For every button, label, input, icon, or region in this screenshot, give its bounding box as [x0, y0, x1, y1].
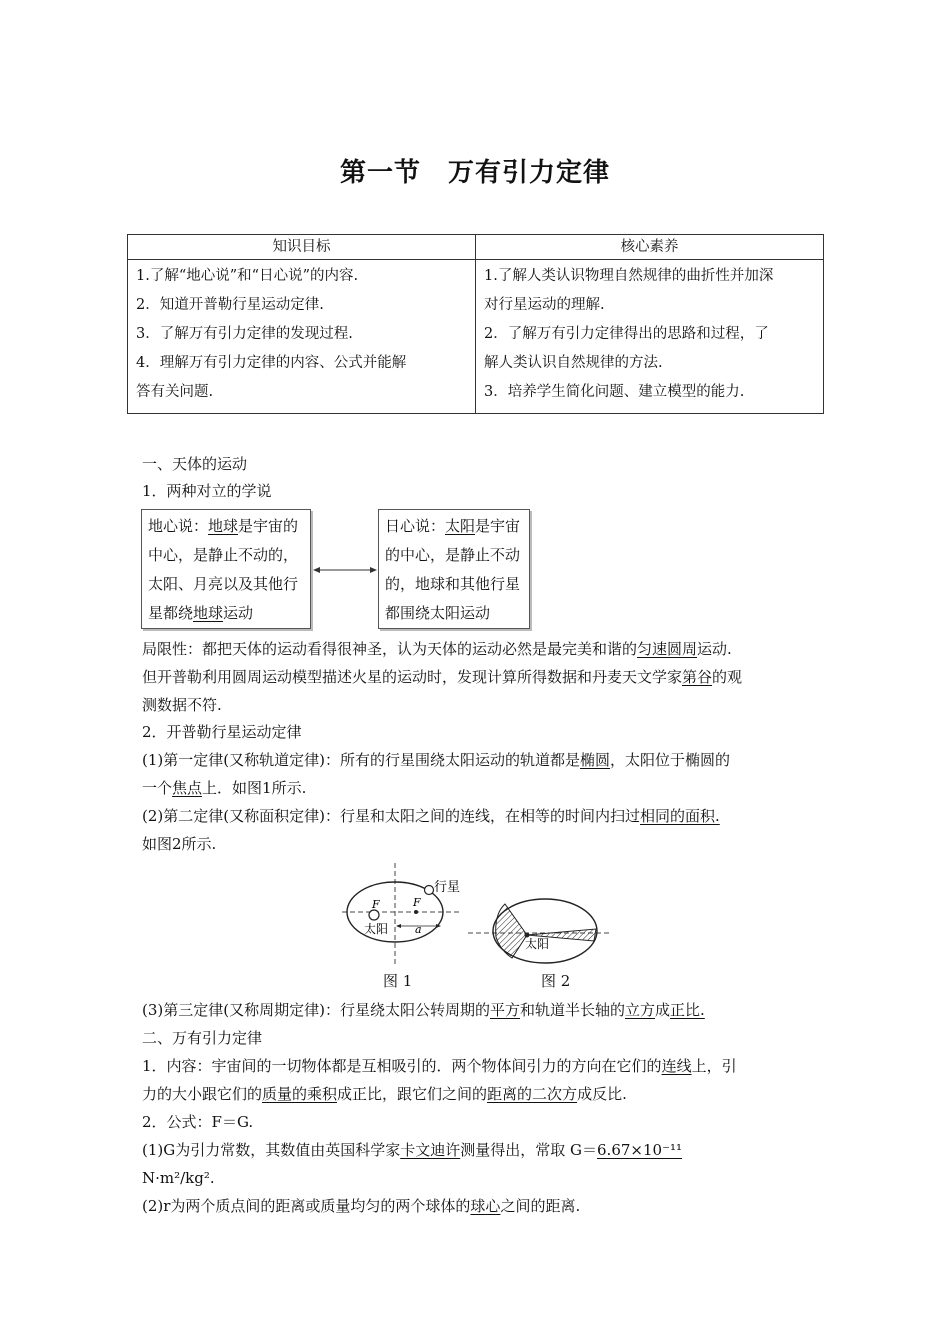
knowledge-goal-line: 4．理解万有引力定律的内容、公式并能解 — [136, 355, 407, 371]
limitation-text: 的观 — [712, 668, 743, 686]
knowledge-goals-cell — [128, 260, 476, 414]
law-answer: 椭圆 — [579, 751, 610, 769]
law-answer: 平方 — [489, 1001, 520, 1019]
geocentric-box — [141, 509, 311, 629]
figure1-ellipse-diagram — [338, 860, 463, 970]
definition-text: 之间的距离. — [500, 1197, 581, 1215]
gravitational-constant — [142, 1136, 812, 1192]
core-literacy-line: 2．了解万有引力定律得出的思路和过程，了 — [484, 326, 769, 342]
section1-sub2: 2．开普勒行星运动定律 — [142, 723, 302, 741]
header-knowledge-goals: 知识目标 — [128, 235, 476, 260]
heliocentric-text: 是宇宙 — [475, 517, 521, 535]
content-text: 力的大小跟它们的 — [142, 1085, 263, 1103]
constant-line — [142, 1136, 812, 1164]
kepler-second-law — [142, 802, 812, 858]
law-line: 如图2所示. — [142, 835, 217, 853]
sun-icon — [369, 910, 379, 920]
core-literacy-cell — [476, 260, 824, 414]
limitation-line — [142, 635, 812, 663]
goals-table — [127, 234, 824, 414]
core-literacy-line: 对行星运动的理解. — [484, 297, 605, 313]
heliocentric-line: 都围绕太阳运动 — [385, 604, 491, 622]
gravitation-content — [142, 1052, 812, 1108]
geocentric-text: 星都绕 — [148, 604, 194, 622]
limitation-line — [142, 663, 812, 691]
gravitation-formula: 2．公式：F＝G. — [142, 1113, 254, 1131]
geocentric-text: 是宇宙的 — [238, 517, 299, 535]
content-answer: 质量的乘积 — [262, 1085, 338, 1103]
planet-label: 行星 — [434, 880, 461, 895]
law-answer: 正比. — [670, 1001, 705, 1019]
knowledge-goal-line: 1.了解“地心说”和“日心说”的内容. — [136, 268, 359, 284]
knowledge-goal-line: 答有关问题. — [136, 384, 214, 400]
law-text: 成 — [655, 1001, 671, 1019]
limitation-text: 但开普勒利用圆周运动模型描述火星的运动时，发现计算所得数据和丹麦天文学家 — [142, 668, 683, 686]
definition-text: (2)r为两个质点间的距离或质量均匀的两个球体的 — [142, 1197, 471, 1215]
figure1-caption: 图 1 — [383, 972, 413, 990]
focus-label-right: F — [413, 896, 421, 909]
content-text: 上，引 — [691, 1057, 737, 1075]
geocentric-line: 中心，是静止不动的， — [148, 546, 299, 564]
section1-sub1: 1．两种对立的学说 — [142, 482, 272, 500]
constant-answer: 6.67×10⁻¹¹ — [597, 1141, 683, 1159]
constant-text: (1)G为引力常数，其数值由英国科学家 — [142, 1141, 401, 1159]
geocentric-label: 地心说： — [148, 517, 209, 535]
heliocentric-box — [378, 509, 530, 629]
law-answer: 相同的面积. — [639, 807, 720, 825]
section2-heading: 二、万有引力定律 — [142, 1029, 263, 1047]
distance-definition — [142, 1192, 812, 1220]
geocentric-text: 运动 — [223, 604, 254, 622]
sun-label: 太阳 — [525, 937, 550, 951]
figure2-area-diagram — [465, 893, 615, 968]
law-line — [142, 746, 812, 774]
law-text: (1)第一定律(又称轨道定律)：所有的行星围绕太阳运动的轨道都是 — [142, 751, 580, 769]
law-line — [142, 996, 812, 1024]
geocentric-line: 太阳、月亮以及其他行 — [148, 575, 299, 593]
law-text: (2)第二定律(又称面积定律)：行星和太阳之间的连线，在相等的时间内扫过 — [142, 807, 640, 825]
limitation-answer: 第谷 — [682, 668, 713, 686]
double-arrow-icon — [311, 560, 379, 580]
content-answer: 连线 — [661, 1057, 692, 1075]
limitation-paragraph — [142, 635, 812, 719]
limitation-line: 测数据不符. — [142, 696, 222, 714]
sun-label: 太阳 — [364, 922, 389, 936]
law-text: 和轨道半长轴的 — [519, 1001, 625, 1019]
definition-answer: 球心 — [470, 1197, 501, 1215]
kepler-first-law — [142, 746, 812, 802]
heliocentric-sun: 太阳 — [445, 517, 476, 535]
constant-line: N·m²/kg². — [142, 1169, 215, 1187]
limitation-text: 运动. — [697, 640, 732, 658]
geocentric-line — [148, 512, 304, 541]
page-title: 第一节 万有引力定律 — [339, 158, 610, 188]
law-answer: 立方 — [625, 1001, 656, 1019]
limitation-text: 局限性：都把天体的运动看得很神圣，认为天体的运动必然是最完美和谐的 — [142, 640, 638, 658]
law-line — [142, 774, 812, 802]
planet-icon — [425, 886, 434, 895]
core-literacy-line: 解人类认识自然规律的方法. — [484, 355, 663, 371]
content-line — [142, 1052, 812, 1080]
content-answer: 距离的二次方 — [487, 1085, 578, 1103]
geocentric-earth: 地球 — [193, 604, 224, 622]
law-text: ，太阳位于椭圆的 — [609, 751, 730, 769]
law-answer: 焦点 — [172, 779, 203, 797]
focus-point-icon — [414, 910, 418, 914]
definition-line — [142, 1192, 812, 1220]
law-text: 上．如图1所示. — [202, 779, 307, 797]
core-literacy-line: 1.了解人类认识物理自然规律的曲折性并加深 — [484, 268, 774, 284]
knowledge-goal-line: 3．了解万有引力定律的发现过程. — [136, 326, 353, 342]
geocentric-line — [148, 599, 304, 628]
heliocentric-label: 日心说： — [385, 517, 446, 535]
section1-heading: 一、天体的运动 — [142, 455, 248, 473]
law-line — [142, 802, 812, 830]
content-text: 成反比. — [577, 1085, 627, 1103]
figure2-caption: 图 2 — [541, 972, 571, 990]
constant-text: 测量得出，常取 G＝ — [460, 1141, 598, 1159]
constant-answer: 卡文迪许 — [400, 1141, 461, 1159]
law-text: (3)第三定律(又称周期定律)：行星绕太阳公转周期的 — [142, 1001, 490, 1019]
core-literacy-line: 3．培养学生简化问题、建立模型的能力. — [484, 384, 745, 400]
content-line — [142, 1080, 812, 1108]
heliocentric-line — [385, 512, 523, 541]
heliocentric-line: 的，地球和其他行星 — [385, 575, 521, 593]
focus-label-left: F — [372, 898, 380, 911]
law-text: 一个 — [142, 779, 173, 797]
content-text: 1．内容：宇宙间的一切物体都是互相吸引的．两个物体间引力的方向在它们的 — [142, 1057, 662, 1075]
content-text: 成正比，跟它们之间的 — [337, 1085, 488, 1103]
heliocentric-line: 的中心，是静止不动 — [385, 546, 521, 564]
knowledge-goal-line: 2．知道开普勒行星运动定律. — [136, 297, 324, 313]
geocentric-earth: 地球 — [208, 517, 239, 535]
header-core-literacy: 核心素养 — [476, 235, 824, 260]
limitation-answer: 匀速圆周 — [637, 640, 698, 658]
kepler-third-law — [142, 996, 812, 1024]
semi-major-label: a — [415, 923, 422, 936]
